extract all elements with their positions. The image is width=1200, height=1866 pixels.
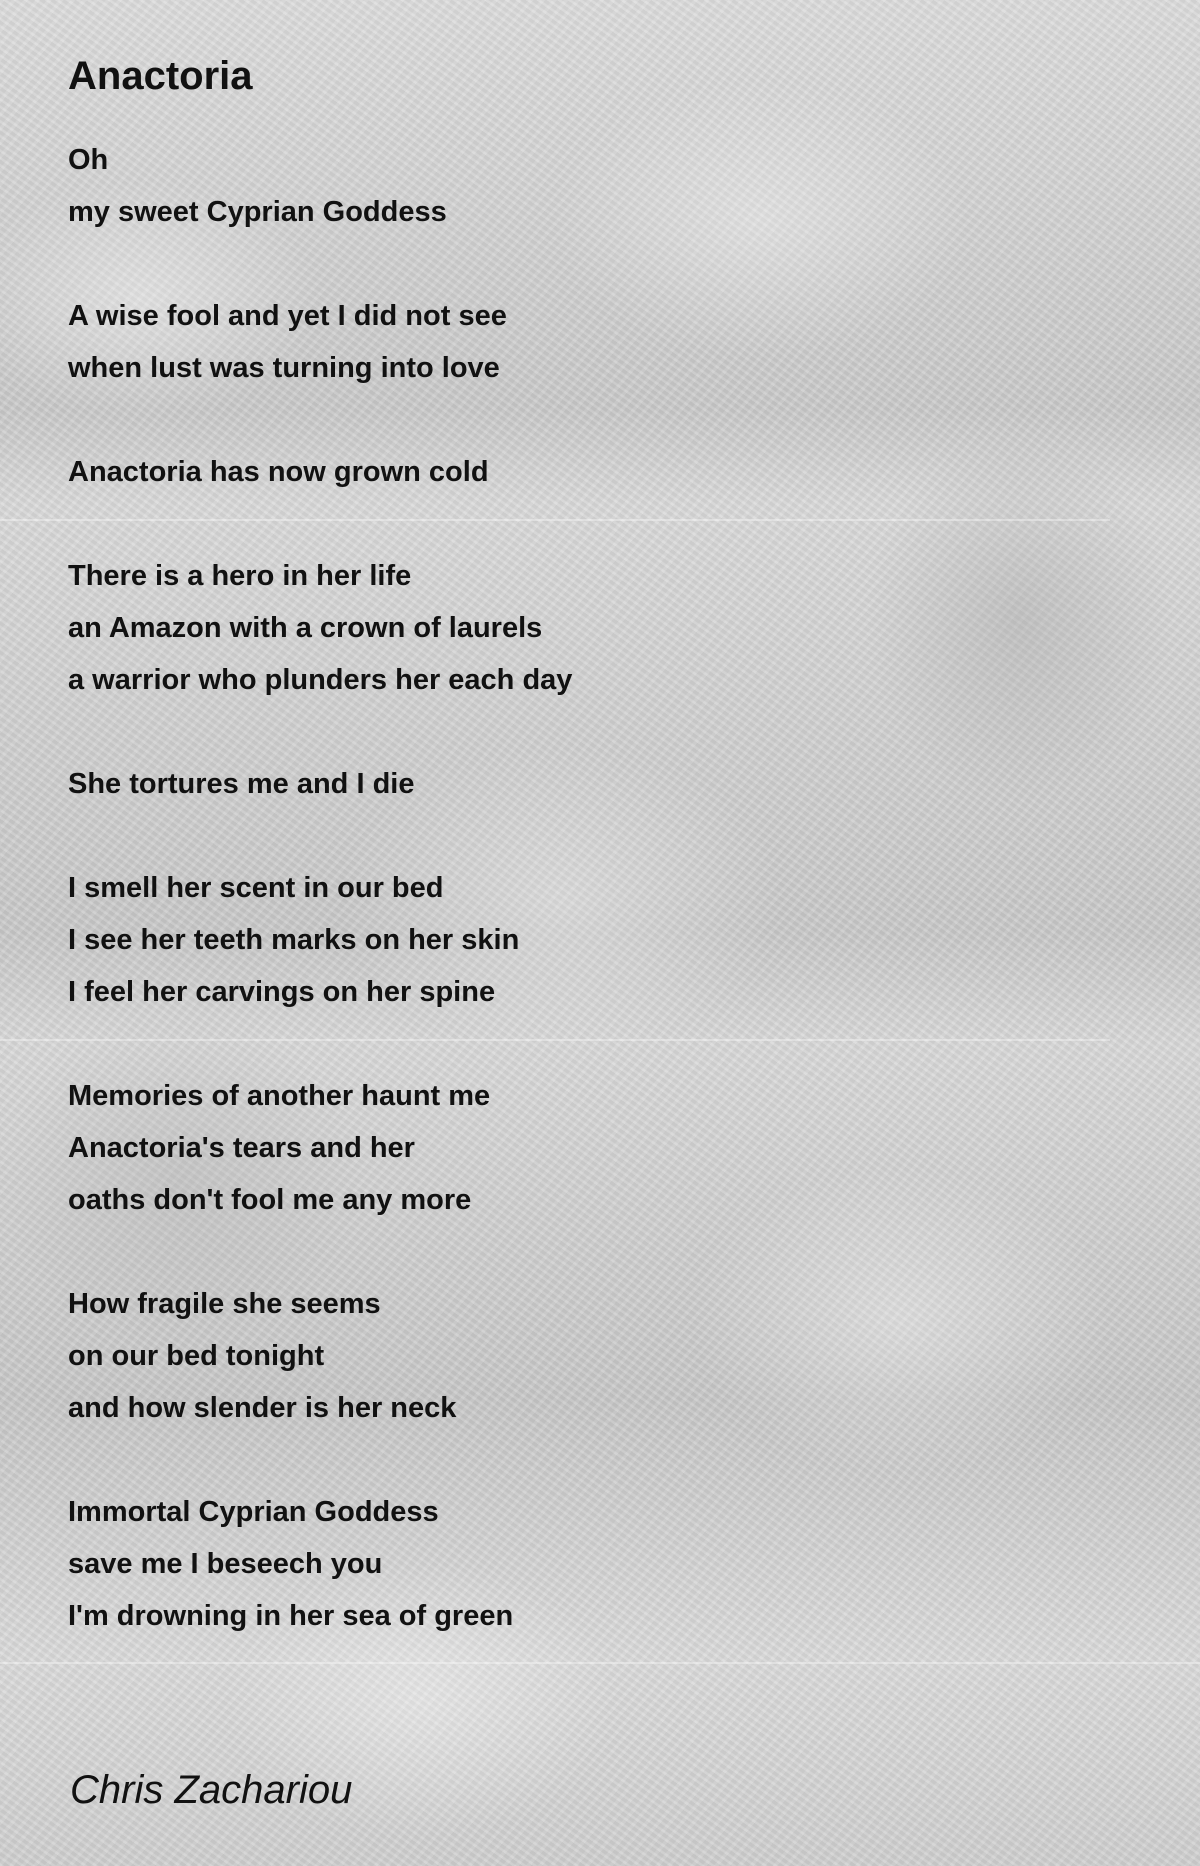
poem-line: How fragile she seems: [68, 1288, 381, 1320]
poem-line: There is a hero in her life: [68, 560, 412, 592]
poem-container: [68, 46, 1148, 1642]
poem-line: my sweet Cyprian Goddess: [68, 196, 447, 228]
poem-line: a warrior who plunders her each day: [68, 664, 573, 696]
stanza: [68, 446, 1148, 498]
stanza: [68, 862, 1148, 1018]
poem-title: Anactoria: [68, 54, 253, 98]
poem-line: I smell her scent in our bed: [68, 872, 444, 904]
poem-line: Immortal Cyprian Goddess: [68, 1496, 439, 1528]
poem-line: on our bed tonight: [68, 1340, 325, 1372]
poem-line: She tortures me and I die: [68, 768, 415, 800]
stanza: [68, 1070, 1148, 1226]
stanza: [68, 550, 1148, 706]
stanza: [68, 290, 1148, 394]
poem-line: I feel her carvings on her spine: [68, 976, 496, 1008]
poem-line: Memories of another haunt me: [68, 1080, 491, 1112]
poem-line: I see her teeth marks on her skin: [68, 924, 520, 956]
background-band-divider: [0, 1662, 1200, 1664]
stanza: [68, 1278, 1148, 1434]
poem-author: Chris Zachariou: [70, 1768, 353, 1812]
poem-line: when lust was turning into love: [68, 352, 500, 384]
poem-line: and how slender is her neck: [68, 1392, 457, 1424]
poem-line: an Amazon with a crown of laurels: [68, 612, 543, 644]
poem-line: I'm drowning in her sea of green: [68, 1600, 514, 1632]
poem-line: A wise fool and yet I did not see: [68, 300, 507, 332]
stanza: [68, 134, 1148, 238]
stanza: [68, 1486, 1148, 1642]
stanza: [68, 758, 1148, 810]
poem-line: Oh: [68, 144, 109, 176]
poem-line: oaths don't fool me any more: [68, 1184, 472, 1216]
poem-line: save me I beseech you: [68, 1548, 383, 1580]
poem-line: Anactoria's tears and her: [68, 1132, 415, 1164]
poem-line: Anactoria has now grown cold: [68, 456, 489, 488]
